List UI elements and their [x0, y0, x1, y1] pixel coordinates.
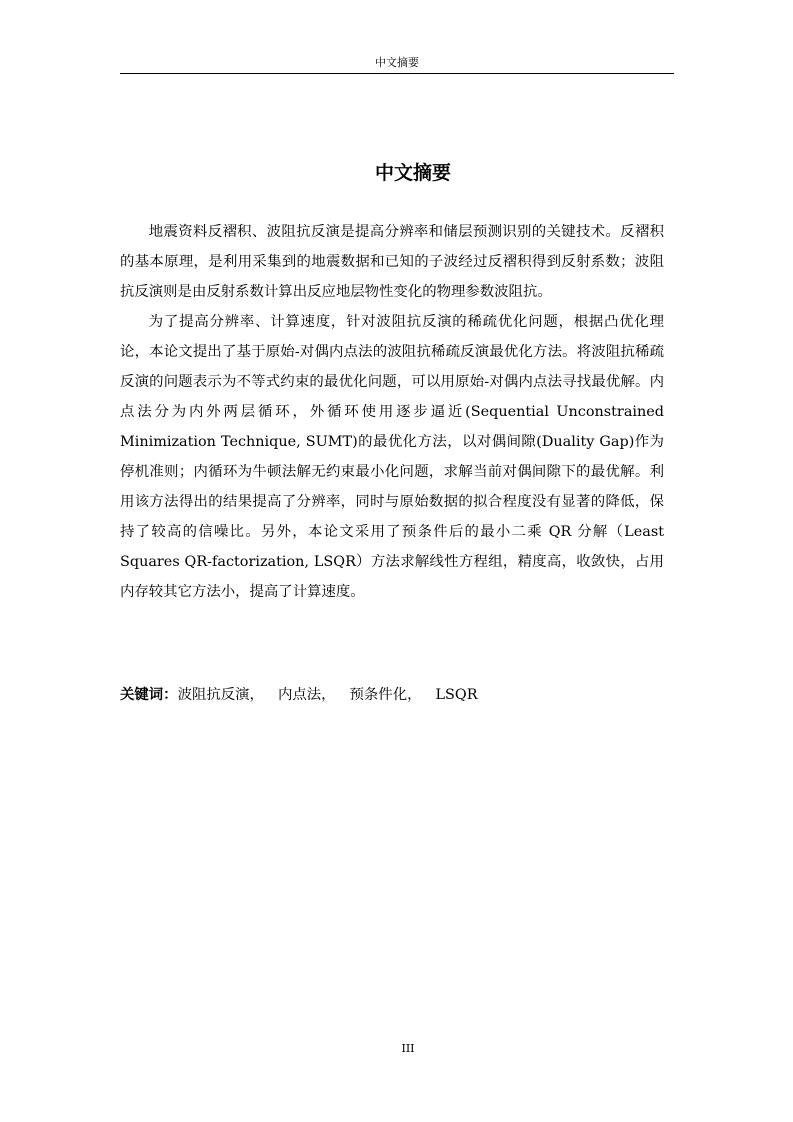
- keyword-item: LSQR: [435, 687, 478, 703]
- page-number: III: [401, 1042, 415, 1055]
- page-title: 中文摘要: [374, 162, 451, 184]
- running-header: 中文摘要: [375, 56, 419, 69]
- keyword-item: 预条件化，: [349, 687, 422, 703]
- abstract-paragraph-1: 地震资料反褶积、波阻抗反演是提高分辨率和储层预测识别的关键技术。反褶积的基本原理，是利用采集到的地震数据和已知的子波经过反褶积得到反射系数；波阻抗反演则是由反射系数计算出反应地层物性变化的物理参数波阻抗。: [120, 224, 664, 300]
- keywords-label: 关键词：: [120, 687, 178, 703]
- abstract-body: [120, 217, 664, 607]
- keyword-item: 内点法，: [277, 687, 336, 703]
- header-rule: [120, 73, 674, 74]
- abstract-paragraph-2: 为了提高分辨率、计算速度，针对波阻抗反演的稀疏优化问题，根据凸优化理论，本论文提出了基于原始-对偶内点法的波阻抗稀疏反演最优化方法。将波阻抗稀疏反演的问题表示为不等式约束的最优化问题，可以用原始-对偶内点法寻找最优解。内点法分为内外两层循环，外循环使用逐步逼近(Sequential Unconstrained Minimization Technique, SUMT)的最优化方法，以对偶间隙(Duality Gap)作为停机准则；内循环为牛顿法解无约束最小化问题，求解当前对偶间隙下的最优解。利用该方法得出的结果提高了分辨率，同时与原始数据的拟合程度没有显著的降低，保持了较高的信噪比。另外，本论文采用了预条件后的最小二乘 QR 分解（Least Squares QR-factorization, LSQR）方法求解线性方程组，精度高，收敛快，占用内存较其它方法小，提高了计算速度。: [120, 314, 664, 600]
- keyword-item: 波阻抗反演，: [177, 687, 264, 703]
- keywords-line: [120, 682, 664, 708]
